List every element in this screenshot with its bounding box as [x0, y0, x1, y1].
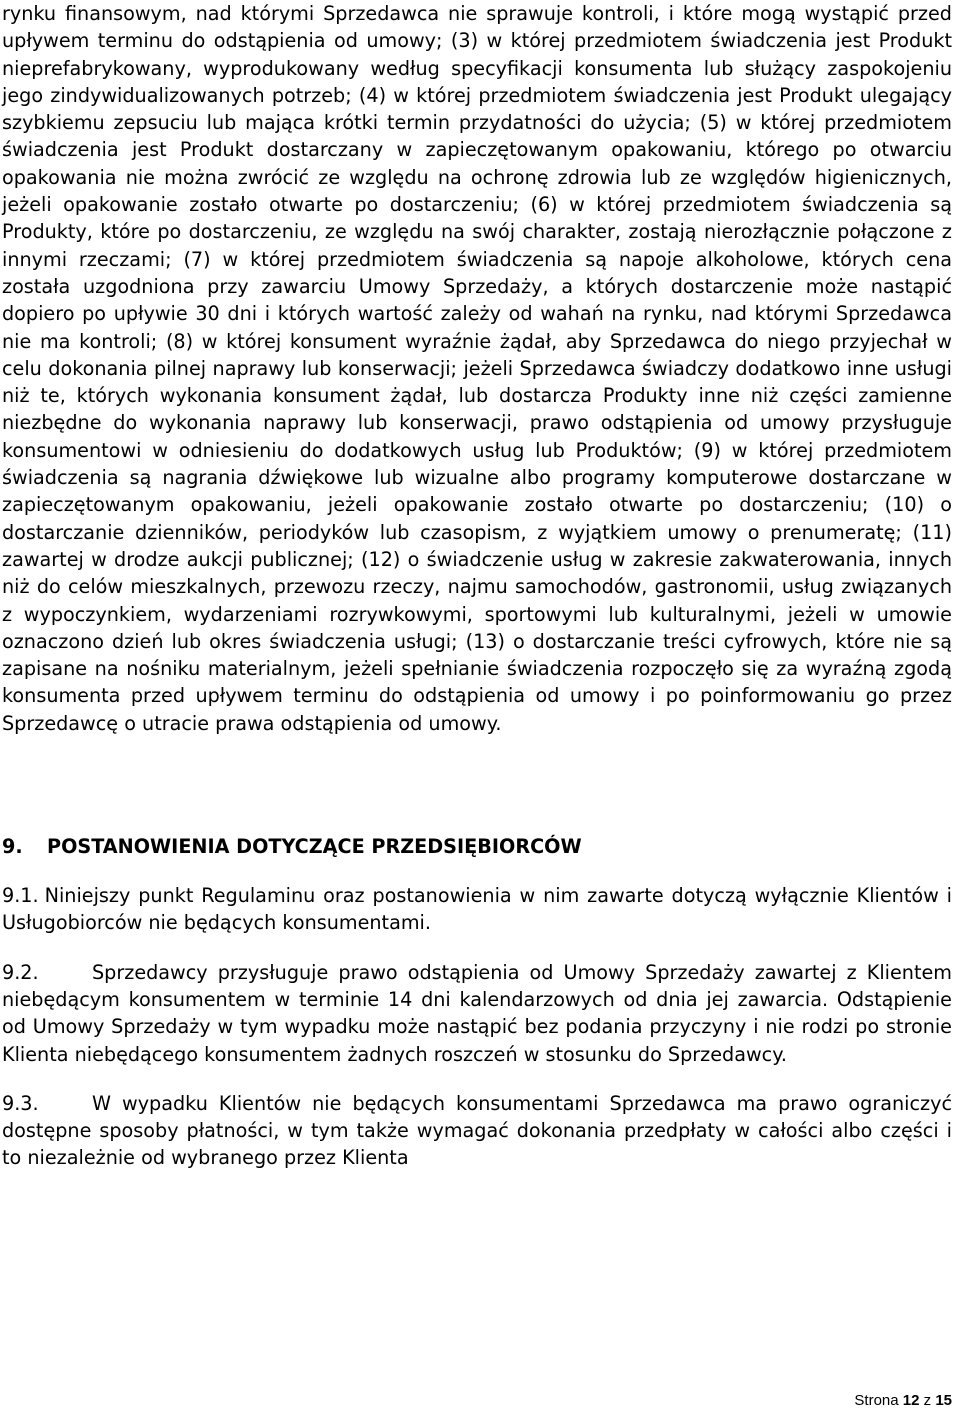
- subsection-number: 9.1.: [2, 884, 39, 908]
- subsection-9-1: [2, 882, 952, 937]
- footer-label: Strona: [854, 1392, 899, 1409]
- subsection-9-3: [2, 1090, 952, 1172]
- footer-current-page: 12: [902, 1392, 920, 1409]
- subsection-9-2: [2, 959, 952, 1068]
- subsection-number: 9.2.: [2, 960, 39, 984]
- subsection-text: Sprzedawcy przysługuje prawo odstąpienia od Umowy Sprzedaży zawartej z Klientem niebędącym konsumentem w terminie 14 dni kalendarzowych od dnia jej zawarcia. Odstąpienie od Umowy Sprzedaży w tym wypadku może nastąpić bez podania przyczyny i nie rodzi po stronie Klienta niebędącego konsumentem żadnych roszczeń w stosunku do Sprzedawcy.: [2, 960, 952, 1066]
- section-title: POSTANOWIENIA DOTYCZĄCE PRZEDSIĘBIORCÓW: [47, 835, 582, 859]
- footer-separator: z: [923, 1392, 932, 1409]
- subsection-number: 9.3.: [2, 1091, 39, 1115]
- subsection-text: W wypadku Klientów nie będących konsumentami Sprzedawca ma prawo ograniczyć dostępne sposoby płatności, w tym także wymagać dokonania przedpłaty w całości albo części i to niezależnie od wybranego przez Klienta: [2, 1091, 952, 1170]
- footer-total-pages: 15: [935, 1392, 952, 1409]
- subsection-text: Niniejszy punkt Regulaminu oraz postanowienia w nim zawarte dotyczą wyłącznie Klientów i Usługobiorców nie będących konsumentami.: [2, 884, 952, 935]
- section-heading: [2, 833, 952, 860]
- intro-paragraph: rynku finansowym, nad którymi Sprzedawca nie sprawuje kontroli, i które mogą wystąpić przed upływem terminu do odstąpienia od umowy; (3) w której przedmiotem świadczenia jest Produkt nieprefabrykowany, wyprodukowany według specyfikacji konsumenta lub służący zaspokojeniu jego zindywidualizowanych potrzeb; (4) w której przedmiotem świadczenia jest Produkt ulegający szybkiemu zepsuciu lub mająca krótki termin przydatności do użycia; (5) w której przedmiotem świadczenia jest Produkt dostarczany w zapieczętowanym opakowaniu, którego po otwarciu opakowania nie można zwrócić ze względu na ochronę zdrowia lub ze względów higienicznych, jeżeli opakowanie zostało otwarte po dostarczeniu; (6) w której przedmiotem świadczenia są Produkty, które po dostarczeniu, ze względu na swój charakter, zostają nierozłącznie połączone z innymi rzeczami; (7) w której przedmiotem świadczenia są napoje alkoholowe, których cena została uzgodniona przy zawarciu Umowy Sprzedaży, a których dostarczenie może nastąpić dopiero po upływie 30 dni i których wartość zależy od wahań na rynku, nad którymi Sprzedawca nie ma kontroli; (8) w której konsument wyraźnie żądał, aby Sprzedawca do niego przyjechał w celu dokonania pilnej naprawy lub konserwacji; jeżeli Sprzedawca świadczy dodatkowo inne usługi niż te, których wykonania konsument żądał, lub dostarcza Produkty inne niż części zamienne niezbędne do wykonania naprawy lub konserwacji, prawo odstąpienia od umowy przysługuje konsumentowi w odniesieniu do dodatkowych usług lub Produktów; (9) w której przedmiotem świadczenia są nagrania dźwiękowe lub wizualne albo programy komputerowe dostarczane w zapieczętowanym opakowaniu, jeżeli opakowanie zostało otwarte po dostarczeniu; (10) o dostarczanie dzienników, periodyków lub czasopism, z wyjątkiem umowy o prenumeratę; (11) zawartej w drodze aukcji publicznej; (12) o świadczenie usług w zakresie zakwaterowania, innych niż do celów mieszkalnych, przewozu rzeczy, najmu samochodów, gastronomii, usług związanych z wypoczynkiem, wydarzeniami rozrywkowymi, sportowymi lub kulturalnymi, jeżeli w umowie oznaczono dzień lub okres świadczenia usługi; (13) o dostarczanie treści cyfrowych, które nie są zapisane na nośniku materialnym, jeżeli spełnianie świadczenia rozpoczęło się za wyraźną zgodą konsumenta przed upływem terminu do odstąpienia od umowy i po poinformowaniu go przez Sprzedawcę o utracie prawa odstąpienia od umowy.: [2, 2, 952, 735]
- page-footer: [854, 1392, 952, 1410]
- section-number: 9.: [2, 835, 23, 859]
